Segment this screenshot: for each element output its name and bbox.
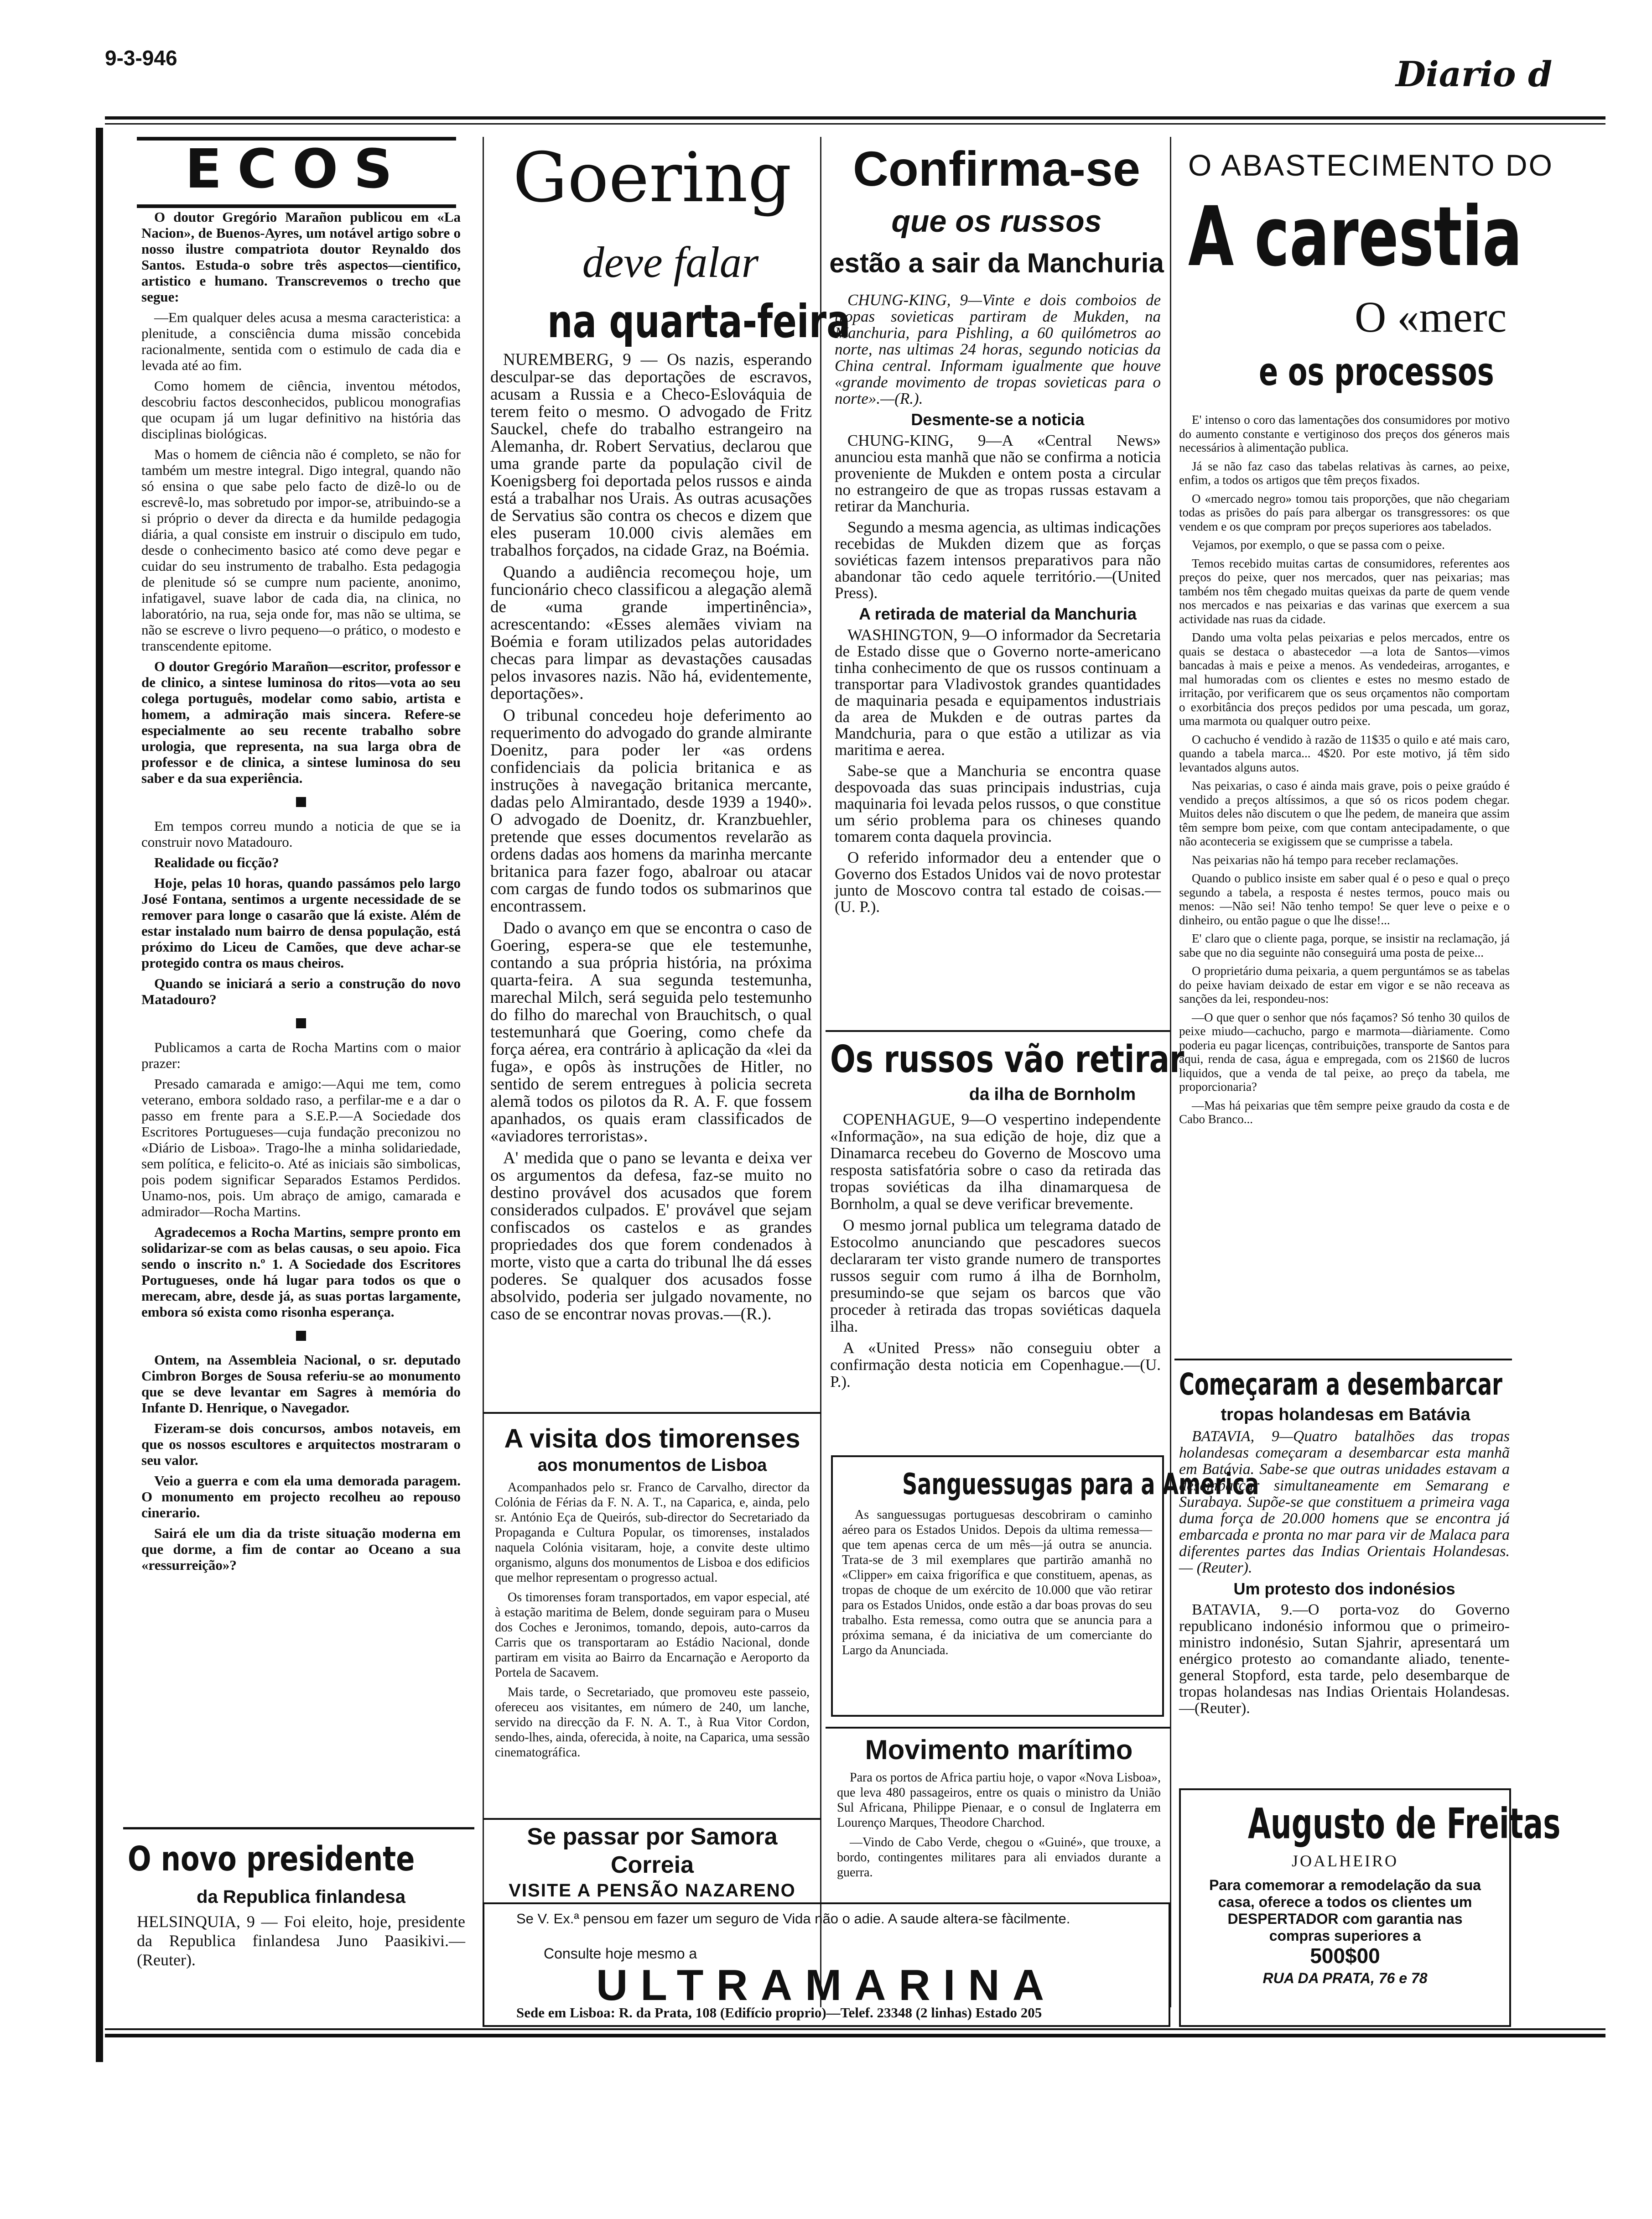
goering-title: Goering [513, 138, 792, 218]
samora-ad [483, 1823, 821, 1901]
abastecimento-paragraph: Vejamos, por exemplo, o que se passa com o peixe. [1192, 538, 1445, 552]
abastecimento-paragraph: —O que quer o senhor que nós façamos? Só tenho 30 quilos de peixe miudo—cachucho, pargo e marmota—diàriamente. Como poderia eu pagar licenças, contribuições, transporte de Santos para aqui, renda de casa, água e empregada, com os 21$60 de lucros liquidos, que a venda de tal peixe, ao preço da tabela, me proporcionaria? [1179, 1010, 1510, 1094]
ecos-paragraph: —Em qualquer deles acusa a mesma caracteristica: a plenitude, a consciência duma missão concebida racionalmente, sentida com o estimulo de cada dia e levada até ao fim. [141, 309, 461, 373]
bornholm-paragraph: O mesmo jornal publica um telegrama datado de Estocolmo anunciando que pescadores suecos declararam ter visto grande numero de transportes russos seguir com rumo á ilha de Bornholm, presumindo-se que sejam os barcos que vão proceder à retirada das tropas soviéticas daquela ilha. [830, 1216, 1161, 1335]
bornholm-title [830, 1035, 1184, 1085]
ecos-paragraph: O doutor Gregório Marañon—escritor, professor e de clinico, a sintese luminosa do ritos—vota ao seu colega português, modelar como sabio, artista e homem, a admiração mais sincera. Refere-se especialmente ao seu recente trabalho sobre urologia, que representa, na sua larga obra de professor e de clinica, a sintese luminosa do seu saber e da sua experiência. [141, 658, 461, 786]
freitas-role-text: JOALHEIRO [1292, 1852, 1398, 1870]
goering-paragraph: Dado o avanço em que se encontra o caso de Goering, espera-se que ele testemunhe, contando a sua própria história, na próxima quarta-feira. A sua segunda testemunha, marechal Milch, será seguida pelo testemunho do filho do marechal von Brauchitsch, o qual testemunhará que Goering, como chefe da força aérea, era contrário à aplicação da «lei da fuga», e opôs às instruções de Hitler, no sentido de serem entregues à policia secreta alemã todos os pilotos da R. A. F. que fossem apanhados, os quais eram classificados de «aviadores terroristas». [490, 919, 812, 1146]
bornholm-subtitle: da ilha de Bornholm [969, 1085, 1136, 1104]
movimento-article [830, 1731, 1168, 1896]
ultramarina-line-3: Sede em Lisboa: R. da Prata, 108 (Edifício proprio)—Telef. 23348 (2 linhas) Estado 205 [516, 2005, 1042, 2021]
bornholm-title-text: Os russos vão retirar [830, 1038, 1184, 1081]
abastecimento-paragraph: Já se não faz caso das tabelas relativas às carnes, ao peixe, enfim, a todos os artigos que têm preços fixados. [1179, 459, 1510, 487]
column-divider [820, 137, 821, 2007]
section-rule [123, 1827, 474, 1829]
manchuria-column [835, 292, 1161, 1022]
abastecimento-paragraph: Dando uma volta pelas peixarias e pelos mercados, entre os quais se destaca o abastecedor —a lota de Santos—vimos bancadas à mais e peixe a menos. As vendedeiras, arrogantes, e mal humoradas com os clientes e estes no mesmo estado de irritação, por verificarem que os seus orçamentos não comportam o exorbitância dos preços pedidos por uma pescada, um goraz, uma marmota ou qualquer outro peixe. [1179, 630, 1510, 728]
section-rule [483, 1818, 821, 1820]
manchuria-heading: A retirada de material da Manchuria [859, 604, 1137, 623]
ecos-paragraph: Mas o homem de ciência não é completo, se não for também um mestre integral. Digo integral, quando não só ensina o que sabe pelo facto de dizê-lo ou de escrevê-lo, mas sobretudo por impor-se, atribuindo-se a si próprio o dever da directa e da humilde pedagogia diária, a qual consiste em instruir o discipulo em tudo, desde o conhecimento basico até como deve pegar e cuidar do seu instrumento de trabalho. Esta pedagogia de plenitude só se cumpre num paciente, anonimo, infatigavel, suave labor de cada dia, na clinica, no laboratório, na rua, seja onde for, mas não se ultima, se não se escreve o livro pequeno—o prático, o modesto e transcendente epitome. [141, 446, 461, 654]
goering-paragraph: Quando a audiência recomeçou hoje, um funcionário checo classificou a alegação alemã de «uma grande impertinência», acrescentando: «Esses alemães viviam na Boémia e foram utilizados pelas autoridades checas para limpar as devastações causadas pelos invasores nazis. Não há, evidentemente, deportações». [490, 563, 812, 703]
abastecimento-paragraph: Nas peixarias, o caso é ainda mais grave, pois o peixe graúdo é vendido a preços altíssimos, a que só os ricos podem chegar. Muitos deles não discutem o que lhe pedem, de maneira que assim têm sempre bom peixe, com que contam antecipadamente, o que não aconteceria se exigissem que se cumprisse a tabela. [1179, 779, 1510, 848]
timorenses-paragraph: Acompanhados pelo sr. Franco de Carvalho, director da Colónia de Férias da F. N. A. T., na Caparica, e, ainda, pelo sr. António Eça de Queirós, sub-director do Secretariado da Propaganda e Cultura Popular, os timorenses, instalados naquela Colónia visitaram, hoje, a convite deste ultimo organismo, alguns dos monumentos de Lisboa e dos edificios que melhor representam o progresso actual. [495, 1480, 810, 1585]
manchuria-heading: Desmente-se a noticia [911, 410, 1085, 429]
goering-paragraph: A' medida que o pano se levanta e deixa ver os argumentos da defesa, faz-se muito no destino provável dos acusados que forem considerados culpados. E' provável que sejam confiscados os castelos e as grandes propriedades dos que forem condenados à morte, visto que a carta do tribunal lhe dá esses poderes. Se qualquer dos acusados fosse absolvido, poderia ser julgado novamente, no caso de se encontrar novas provas.—(R.). [490, 1149, 812, 1323]
section-rule [826, 1727, 1170, 1729]
timorenses-article [486, 1419, 819, 1802]
freitas-address: RUA DA PRATA, 76 e 78 [1262, 1970, 1428, 1986]
ultramarina-line-2: Consulte hoje mesmo a [544, 1945, 697, 1962]
movimento-paragraph: —Vindo de Cabo Verde, chegou o «Guiné», que trouxe, a bordo, contingentes militares para ali enviados durante a guerra. [837, 1835, 1161, 1880]
section-rule [826, 1030, 1170, 1032]
batavia-title [1179, 1364, 1512, 1405]
ecos-heading [137, 137, 456, 208]
manchuria-paragraph: CHUNG-KING, 9—A «Central News» anunciou esta manhã que não se confirma a noticia proveniente de Mukden e ontem posta a circular no estrangeiro de que as tropas russas estavam a retirar da Manchuria. [835, 432, 1161, 515]
manchuria-subtitle-1: que os russos [891, 204, 1102, 239]
ecos-paragraph: Veio a guerra e com ela uma demorada paragem. O monumento em projecto recolheu ao repouso cinerario. [141, 1473, 461, 1521]
bornholm-paragraph: A «United Press» não conseguiu obter a confirmação desta noticia em Copenhague.—(U. P.). [830, 1339, 1161, 1391]
newspaper-title: Diario d [1396, 54, 1553, 94]
ecos-paragraph: Como homem de ciência, inventou métodos, descobriu factos desconhecidos, publicou monografias que ocupam já um lugar definitivo na história das disciplinas biológicas. [141, 378, 461, 442]
ecos-paragraph: Realidade ou ficção? [154, 854, 279, 870]
abastecimento-column [1179, 413, 1510, 1348]
freitas-price: 500$00 [1310, 1944, 1380, 1968]
batavia-subtitle: tropas holandesas em Batávia [1221, 1405, 1470, 1424]
abastecimento-subtitle-2 [1259, 347, 1605, 397]
presidente-text: HELSINQUIA, 9 — Foi eleito, hoje, presidente da Republica finlandesa Juno Paasikivi.—(Reuter). [137, 1912, 465, 1969]
top-rule-thin [105, 123, 1605, 125]
batavia-paragraph: BATAVIA, 9—Quatro batalhões das tropas holandesas começaram a desembarcar esta manhã em Batávia. Sabe-se que outras unidades estavam a desembarcar simultaneamente em Semarang e Surabaya. Supõe-se que constituem a primeira vaga duma força de 20.000 homens que se encontra já embarcada e pronta no mar para vir de Malaca para diferentes partes das Indias Orientais Holandesas. — (Reuter). [1179, 1428, 1510, 1576]
abastecimento-subtitle-1: O «merc [1355, 292, 1507, 341]
batavia-text [1179, 1428, 1510, 1780]
abastecimento-paragraph: Temos recebido muitas cartas de consumidores, referentes aos preços do peixe, quer nos mercados, quer nas peixarias; mas também nos têm chegado muitas queixas da parte de quem vende nos mercados e nas peixarias e das varinas que exercem a sua actividade nas ruas da cidade. [1179, 556, 1510, 626]
bottom-rule [105, 2028, 1605, 2030]
goering-subtitle-2 [547, 292, 851, 351]
samora-line-1: Se passar por Samora Correia [527, 1823, 778, 1878]
movimento-paragraph: Para os portos de Africa partiu hoje, o vapor «Nova Lisboa», que leva 480 passageiros, entre os quais o ministro da União Sul Africana, Philippe Pienaar, e o consul de Inglaterra em Lourenço Marques, Theodore Charchod. [837, 1771, 1161, 1830]
manchuria-title: Confirma-se [852, 141, 1141, 196]
column-divider [483, 137, 484, 2007]
freitas-role [1181, 1851, 1509, 1870]
manchuria-paragraph: Segundo a mesma agencia, as ultimas indicações recebidas de Mukden dizem que as forças soviéticas fazem intensos preparativos para não abandonar tão cedo aquele território.—(United Press). [835, 518, 1161, 602]
timorenses-text [495, 1480, 810, 1795]
manchuria-paragraph: Sabe-se que a Manchuria se encontra quase despovoada das suas principais industrias, cuja maquinaria foi levada pelos russos, o que constitue um sério problema para os chineses quando tomarem conta daquela provincia. [835, 762, 1161, 845]
timorenses-paragraph: Mais tarde, o Secretariado, que promoveu este passeio, ofereceu aos visitantes, em número de 240, um lanche, servido na direcção da F. N. A. T., à Rua Vitor Cordon, sendo-lhes, ainda, oferecida, à noite, na Caparica, uma sessão cinematográfica. [495, 1685, 810, 1760]
section-rule [1174, 1359, 1512, 1360]
timorenses-paragraph: Os timorenses foram transportados, em vapor especial, até à estação maritima de Belem, donde seguiram para o Museu dos Coches e Jeronimos, tomando, depois, auto-carros da Carris que os transportaram ao Estádio Nacional, donde partiram em visita ao Bairro da Encarnação e Aeroporto da Portela de Sacavem. [495, 1590, 810, 1680]
abastecimento-paragraph: Nas peixarias não há tempo para receber reclamações. [1192, 853, 1459, 867]
ecos-column [141, 209, 461, 1815]
manchuria-subtitle-2: estão a sair da Manchuria [829, 248, 1164, 278]
goering-paragraph: O tribunal concedeu hoje deferimento ao requerimento do advogado do grande almirante Doenitz, para poder ler «as ordens confidenciais da policia britanica e as instruções à navegação britanica mercante, dadas pelo Almirantado, desde 1939 a 1940». O advogado de Doenitz, dr. Kranzbuehler, pretende que esses documentos revelarão as ordens dadas aos homens da marinha mercante britanica para fazer fogo, abalroar ou atacar com cargas de fundo todos os submarinos que encontrassem. [490, 706, 812, 916]
abastecimento-paragraph: —Mas há peixarias que têm sempre peixe graudo da costa e de Cabo Branco... [1179, 1098, 1510, 1126]
ecos-paragraph: Agradecemos a Rocha Martins, sempre pronto em solidarizar-se com as belas causas, o seu apoio. Fica sendo o inscrito n.º 1. A Sociedade dos Escritores Portugueses, onde há lugar para todos os que o merecam, abre, desde já, as suas portas largamente, embora só exista como risonha esperança. [141, 1224, 461, 1320]
bornholm-text [830, 1111, 1161, 1462]
ecos-paragraph: Presado camarada e amigo:—Aqui me tem, como veterano, embora soldado raso, a perfilar-me e a dar o passo em frente para a S.E.P.—A Sociedade dos Escritores Portugueses—cuja fundação preconizou no «Diário de Lisboa». Trago-lhe a minha solidariedade, sem política, e felicito-o. Até as iniciais são simbolicas, pois podem significar Separados Estamos Perdidos. Unamo-nos, pois. Um abraço de amigo, camarada e admirador—Rocha Martins. [141, 1076, 461, 1219]
ultramarina-brand: ULTRAMARINA [596, 1961, 1057, 2010]
separator-mark [296, 1331, 306, 1341]
abastecimento-paragraph: Quando o publico insiste em saber qual é o peso e qual o preço segundo a tabela, a resposta é nestes termos, pouco mais ou menos: —Não sei! Não tenho tempo! Se quer leve o peixe e o dinheiro, ou então pague o que lhe disse!... [1179, 871, 1510, 927]
manchuria-paragraph: CHUNG-KING, 9—Vinte e dois comboios de tropas sovieticas partiram de Mukden, na Manchuria, para Pishling, a 60 quilómetros ao norte, nas ultimas 24 horas, segundo noticias da China central. Informam igualmente que houve «grande movimento de tropas sovieticas para o norte».—(R.). [835, 291, 1161, 407]
bornholm-paragraph: COPENHAGUE, 9—O vespertino independente «Informação», na sua edição de hoje, diz que a Dinamarca recebeu do Governo de Moscovo uma resposta satisfatória sobre o caso da retirada das tropas soviéticas da ilha dinamarquesa de Bornholm, a qual se deve verificar brevemente. [830, 1110, 1161, 1213]
freitas-name [1181, 1797, 1561, 1851]
freitas-text: Para comemorar a remodelação da sua casa, oferece a todos os clientes um DESPERTADOR com garantia nas compras superiores a [1209, 1877, 1481, 1944]
presidente-subtitle: da Republica finlandesa [197, 1887, 405, 1907]
presidente-title-text: O novo presidente [128, 1839, 415, 1879]
timorenses-title: A visita dos timorenses [504, 1424, 800, 1453]
page-date: 9-3-946 [105, 46, 177, 70]
abastecimento-paragraph: O «mercado negro» tomou tais proporções, que não chegariam todas as prisões do país para albergar os transgressores: os que vendem e os que compram por preços superiores aos tabelados. [1179, 491, 1510, 533]
bottom-rule [105, 2034, 1605, 2037]
ultramarina-line-1: Se V. Ex.ª pensou em fazer um seguro de Vida não o adie. A saude altera-se fàcilmente. [516, 1911, 1070, 1927]
separator-mark [296, 797, 306, 807]
goering-subtitle-1: deve falar [582, 238, 759, 286]
timorenses-subtitle: aos monumentos de Lisboa [537, 1456, 767, 1475]
sanguessugas-title [833, 1462, 1259, 1507]
abastecimento-kicker: O ABASTECIMENTO DO [1188, 148, 1553, 182]
ecos-paragraph: Ontem, na Assembleia Nacional, o sr. deputado Cimbron Borges de Sousa referiu-se ao monumento que se deve levantar em Sagres à memória do Infante D. Henrique, o Navegador. [141, 1352, 461, 1416]
abastecimento-subtitle-2-text: e os processos [1259, 349, 1494, 394]
abastecimento-paragraph: O proprietário duma peixaria, a quem perguntámos se as tabelas do peixe haviam deixado de estar em vigor e se não receava as sanções da lei, respondeu-nos: [1179, 964, 1510, 1005]
abastecimento-title [1188, 189, 1605, 285]
abastecimento-paragraph: E' intenso o coro das lamentações dos consumidores por motivo do aumento constante e vertiginoso dos preços dos géneros mais necessários à alimentação publica. [1179, 413, 1510, 454]
goering-paragraph: NUREMBERG, 9 — Os nazis, esperando desculpar-se das deportações de escravos, acusam a Russia e a Checo-Eslováquia de terem feito o mesmo. O advogado de Fritz Sauckel, chefe do trabalho estrangeiro na Alemanha, dr. Robert Servatius, declarou que uma grande parte da população civil de Koenigsberg foi deportada pelos russos e ainda está a trabalhar nos Urais. As outras acusações de Servatius são contra os checos e dizem que eles puseram 10.000 civis alemães em trabalhos forçados, na cidade Graz, na Boémia. [490, 350, 812, 560]
abastecimento-paragraph: E' claro que o cliente paga, porque, se insistir na reclamação, já sabe que no dia seguinte não conseguirá uma posta de peixe... [1179, 932, 1510, 959]
presidente-article [128, 1834, 474, 2007]
ecos-paragraph: Quando se iniciará a serio a construção do novo Matadouro? [141, 975, 461, 1007]
bornholm-article [830, 1035, 1184, 1454]
samora-line-2: VISITE A PENSÃO NAZARENO [509, 1880, 796, 1901]
ultramarina-ad [483, 1902, 1170, 2027]
section-rule [483, 1412, 821, 1414]
manchuria-paragraph: O referido informador deu a entender que o Governo dos Estados Unidos vai de novo protestar junto de Moscovo contra tal estado de coisas.—(U. P.). [835, 849, 1161, 916]
movimento-title: Movimento marítimo [865, 1735, 1133, 1765]
batavia-title-text: Começaram a desembarcar [1179, 1367, 1502, 1402]
ecos-paragraph: Publicamos a carta de Rocha Martins com o maior prazer: [141, 1039, 461, 1071]
sanguessugas-box [831, 1455, 1259, 1717]
ecos-paragraph: O doutor Gregório Marañon publicou em «La Nacion», de Buenos-Ayres, um notável artigo sobre o nosso ilustre compatriota doutor Reynaldo dos Santos. Estuda-o sobre três aspectos—cientifico, artistico e humano. Transcrevemos o trecho que segue: [141, 209, 461, 305]
freitas-ad [1179, 1788, 1561, 2027]
abastecimento-title-text: A carestia [1188, 189, 1522, 285]
ecos-paragraph: Hoje, pelas 10 horas, quando passámos pelo largo José Fontana, sentimos a urgente necessidade de se remover para longe o casarão que lá existe. Além de estar instalado num bairro de densa população, está próximo do Liceu de Camões, que deve achar-se protegido contra os maus cheiros. [141, 875, 461, 971]
ecos-title: ECOS [185, 137, 408, 200]
goering-subtitle-2-text: na quarta-feira [547, 295, 851, 348]
sanguessugas-title-text: Sanguessugas para a America [902, 1468, 1259, 1501]
top-rule [105, 116, 1605, 120]
batavia-paragraph: BATAVIA, 9.—O porta-voz do Governo republicano indonésio informou que o primeiro-ministro indonésio, Sutan Sjahrir, apresentará um enérgico protesto ao comandante aliado, tenente-general Stopford, esta tarde, pelo desembarque de tropas holandesas nas Indias Orientais Holandesas.—(Reuter). [1179, 1601, 1510, 1717]
movimento-text [837, 1770, 1161, 1889]
abastecimento-paragraph: O cachucho é vendido à razão de 11$35 o quilo e até mais caro, quando a tabela marca... 4$20. Por este motivo, já têm sido levantados alguns autos. [1179, 732, 1510, 774]
manchuria-paragraph: WASHINGTON, 9—O informador da Secretaria de Estado disse que o Governo norte-americano tinha conhecimento de que os russos continuam a transportar para Vladivostok grandes quantidades de maquinaria pesada e equipamentos industriais da area de Mukden e de outras partes da Mandchuria, para o que estão a utilizar as via maritima e aerea. [835, 626, 1161, 759]
sanguessugas-text: As sanguessugas portuguesas descobriram o caminho aéreo para os Estados Unidos. Depois da ultima remessa—que tem apenas cerca de um mês—já outra se anuncia. Trata-se de 3 mil exemplares que partirão amanhã no «Clipper» em caixa frigorífica e que constituem, apenas, as tropas de choque de um exército de 10.000 que vão retirar para os Estados Unidos, onde estão a dar boas provas do seu trabalho. Esta remessa, como outra que se anuncia para a próxima semana, é da iniciativa de um comerciante do Largo da Anunciada. [842, 1508, 1152, 1657]
batavia-heading: Um protesto dos indonésios [1233, 1579, 1455, 1598]
ecos-paragraph: Sairá ele um dia da triste situação moderna em que dorme, a fim de contar ao Oceano a sua «ressurreição»? [141, 1525, 461, 1573]
freitas-name-text: Augusto de Freitas [1247, 1799, 1561, 1848]
margin-bar [96, 128, 103, 2062]
separator-mark [296, 1018, 306, 1028]
batavia-article [1179, 1364, 1512, 1784]
presidente-title [128, 1834, 474, 1884]
ecos-paragraph: Em tempos correu mundo a noticia de que se ia construir novo Matadouro. [141, 818, 461, 850]
ecos-paragraph: Fizeram-se dois concursos, ambos notaveis, em que os nossos escultores e arquitectos mostraram o seu valor. [141, 1420, 461, 1468]
